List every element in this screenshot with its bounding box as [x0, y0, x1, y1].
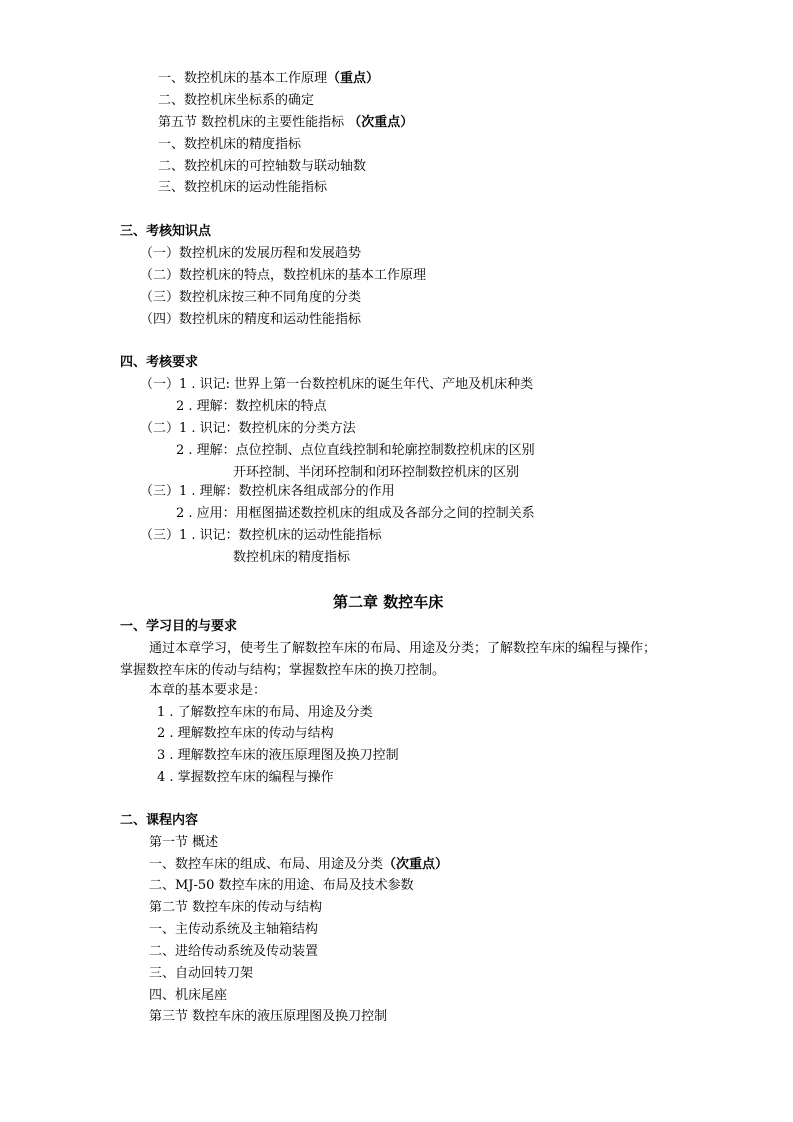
outline-item: 一、数控车床的组成、布局、用途及分类（次重点） — [149, 857, 449, 872]
outline-item: 一、数控机床的精度指标 — [158, 137, 302, 152]
outline-item: 二、数控机床的可控轴数与联动轴数 — [158, 159, 367, 174]
heading-knowledge-points: 三、考核知识点 — [120, 224, 212, 239]
list-item: （一）数控机床的发展历程和发展趋势 — [140, 246, 362, 261]
emphasis-note: （次重点） — [383, 857, 449, 872]
paragraph-line: 本章的基本要求是： — [149, 683, 267, 698]
list-item: 2 . 应用：用框图描述数控机床的组成及各部分之间的控制关系 — [176, 506, 535, 521]
list-item: 2 . 理解：点位控制、点位直线控制和轮廓控制数控机床的区别 — [176, 443, 535, 458]
list-item: 4 . 掌握数控车床的编程与操作 — [157, 770, 334, 785]
section-heading: 第二节 数控车床的传动与结构 — [149, 900, 323, 915]
list-item: （三）数控机床按三种不同角度的分类 — [140, 290, 362, 305]
list-item: 1 . 了解数控车床的布局、用途及分类 — [157, 705, 373, 720]
outline-item: 二、MJ-50 数控车床的用途、布局及技术参数 — [149, 878, 414, 893]
outline-item: 三、数控机床的运动性能指标 — [158, 180, 328, 195]
outline-item: 二、数控机床坐标系的确定 — [158, 93, 315, 108]
list-item: （二）1 . 识记：数控机床的分类方法 — [140, 421, 356, 436]
list-item-continuation: 开环控制、半闭环控制和闭环控制数控机床的区别 — [233, 465, 520, 480]
section-heading: 第一节 概述 — [149, 835, 219, 850]
chapter-title: 第二章 数控车床 — [333, 593, 444, 611]
list-item: 2 . 理解：数控机床的特点 — [176, 399, 327, 414]
list-item-continuation: 数控机床的精度指标 — [233, 550, 351, 565]
section-heading: 第五节 数控机床的主要性能指标 （次重点） — [158, 115, 414, 130]
heading-course-content: 二、课程内容 — [120, 813, 199, 828]
list-item: （四）数控机床的精度和运动性能指标 — [140, 312, 362, 327]
paragraph-line: 掌握数控车床的传动与结构；掌握数控车床的换刀控制。 — [120, 663, 446, 678]
list-item: （三）1 . 理解：数控机床各组成部分的作用 — [140, 484, 395, 499]
section-heading: 第三节 数控车床的液压原理图及换刀控制 — [149, 1009, 388, 1024]
emphasis-note: （重点） — [327, 71, 380, 86]
list-item: 3 . 理解数控车床的液压原理图及换刀控制 — [157, 748, 399, 763]
list-item: （三）1 . 识记：数控机床的运动性能指标 — [140, 528, 382, 543]
heading-learning-goals: 一、学习目的与要求 — [120, 619, 238, 634]
list-item: 2 . 理解数控车床的传动与结构 — [157, 726, 334, 741]
outline-item: 三、自动回转刀架 — [149, 966, 254, 981]
heading-requirements: 四、考核要求 — [120, 355, 199, 370]
list-item: （二）数控机床的特点，数控机床的基本工作原理 — [140, 268, 427, 283]
list-item: （一）1 . 识记: 世界上第一台数控机床的诞生年代、产地及机床种类 — [140, 377, 534, 392]
outline-item: 二、进给传动系统及传动装置 — [149, 944, 319, 959]
outline-item: 一、数控机床的基本工作原理（重点） — [158, 71, 380, 86]
outline-item: 一、主传动系统及主轴箱结构 — [149, 922, 319, 937]
emphasis-note: （次重点） — [348, 115, 414, 130]
outline-item: 四、机床尾座 — [149, 988, 228, 1003]
paragraph-line: 通过本章学习，使考生了解数控车床的布局、用途及分类；了解数控车床的编程与操作； — [149, 641, 657, 656]
